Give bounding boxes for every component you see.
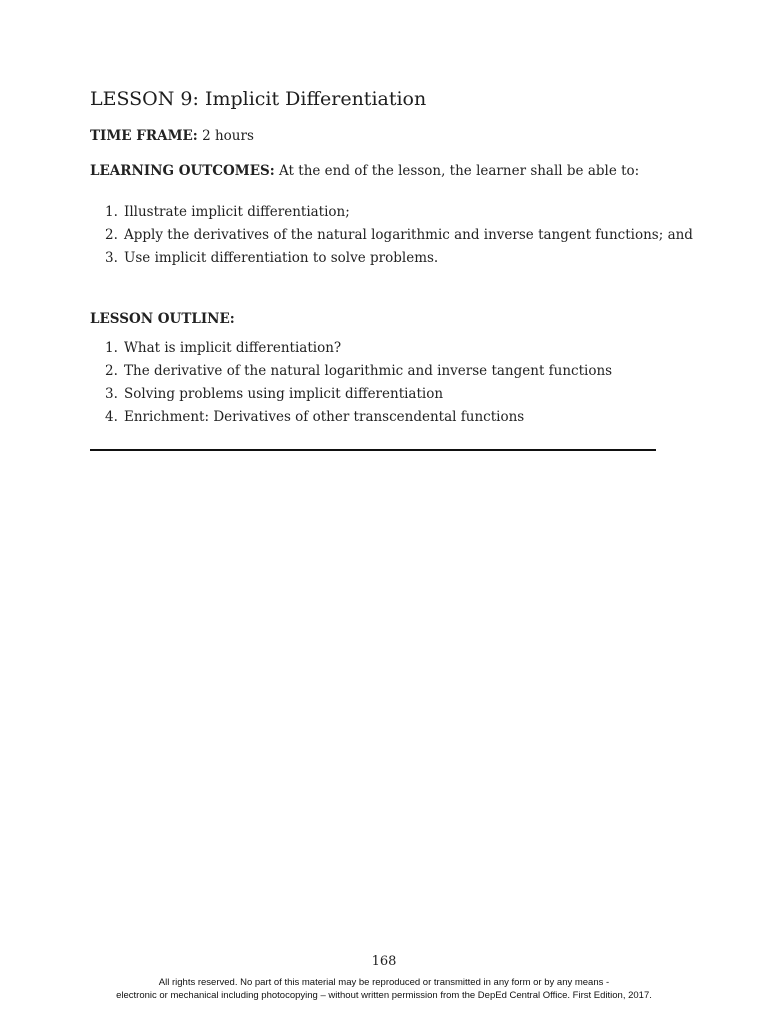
learning-outcomes-intro: At the end of the lesson, the learner shall be able to: (279, 163, 640, 179)
list-item-text: Enrichment: Derivatives of other transcendental functions (124, 409, 525, 425)
list-item (90, 224, 693, 247)
list-item (90, 247, 693, 270)
learning-outcomes-list (90, 201, 693, 270)
lesson-outline-list (90, 337, 612, 429)
lesson-outline-heading (90, 311, 235, 327)
list-item (90, 406, 612, 429)
learning-outcomes-heading (90, 163, 639, 179)
footer-line-1: All rights reserved. No part of this material may be reproduced or transmitted in any form or by any means - (158, 977, 610, 988)
time-frame-label: TIME FRAME: (90, 128, 198, 144)
list-item-number: 1. (105, 204, 118, 220)
list-item-text: Solving problems using implicit differentiation (124, 386, 444, 402)
list-item-text: Use implicit differentiation to solve problems. (124, 250, 439, 266)
section-divider (90, 449, 656, 451)
lesson-outline-label: LESSON OUTLINE: (90, 311, 235, 327)
copyright-footer (0, 976, 768, 1002)
list-item-number: 2. (105, 227, 118, 243)
list-item-number: 3. (105, 386, 118, 402)
list-item-number: 4. (105, 409, 118, 425)
list-item-text: What is implicit differentiation? (124, 340, 342, 356)
list-item-text: The derivative of the natural logarithmic and inverse tangent functions (124, 363, 613, 379)
list-item-number: 2. (105, 363, 118, 379)
list-item-text: Illustrate implicit differentiation; (124, 204, 350, 220)
list-item (90, 337, 612, 360)
list-item (90, 383, 612, 406)
page-number: 168 (371, 954, 397, 969)
footer-line-2: electronic or mechanical including photocopying – without written permission from the DepEd Central Office. First Edition, 2017. (116, 990, 652, 1001)
list-item-number: 3. (105, 250, 118, 266)
list-item (90, 201, 693, 224)
lesson-title: LESSON 9: Implicit Differentiation (90, 88, 427, 110)
list-item-text: Apply the derivatives of the natural logarithmic and inverse tangent functions; and (124, 227, 693, 243)
list-item-number: 1. (105, 340, 118, 356)
time-frame-value: 2 hours (202, 128, 254, 144)
learning-outcomes-label: LEARNING OUTCOMES: (90, 163, 275, 179)
time-frame (90, 128, 254, 144)
list-item (90, 360, 612, 383)
